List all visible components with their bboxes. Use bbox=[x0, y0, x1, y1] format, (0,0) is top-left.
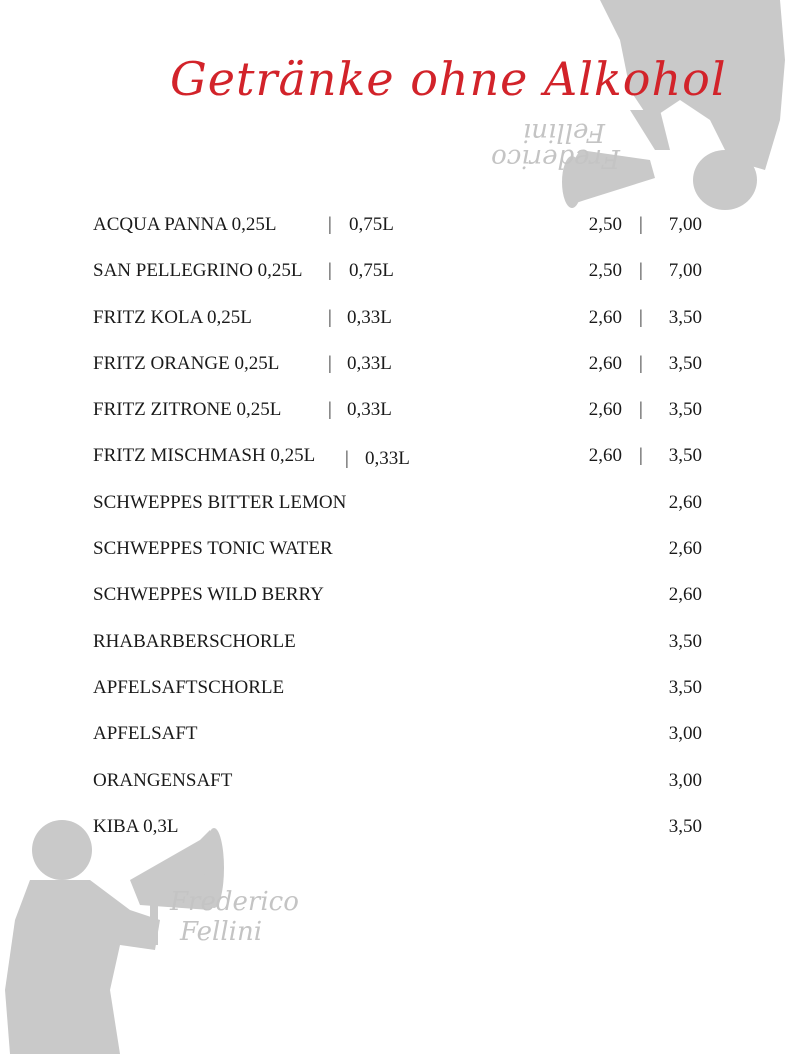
item-price1: 2,60 bbox=[588, 445, 622, 466]
item-price2: 3,50 bbox=[668, 307, 702, 328]
price-separator: | bbox=[639, 307, 643, 328]
list-item bbox=[0, 673, 793, 703]
item-price: 3,50 bbox=[668, 816, 702, 837]
list-item bbox=[0, 349, 793, 379]
item-size2: 0,75L bbox=[349, 214, 394, 235]
item-size2: 0,75L bbox=[349, 260, 394, 281]
item-name: ACQUA PANNA 0,25L bbox=[93, 214, 277, 235]
price-separator: | bbox=[639, 214, 643, 235]
price-separator: | bbox=[639, 399, 643, 420]
list-item bbox=[0, 210, 793, 240]
item-name: SCHWEPPES TONIC WATER bbox=[93, 538, 333, 559]
list-item bbox=[0, 441, 793, 471]
price-separator: | bbox=[639, 260, 643, 281]
price-separator: | bbox=[639, 445, 643, 466]
item-price: 3,50 bbox=[668, 677, 702, 698]
item-price: 3,00 bbox=[668, 770, 702, 791]
item-name: APFELSAFT bbox=[93, 723, 198, 744]
list-item bbox=[0, 812, 793, 842]
size-separator: | bbox=[328, 353, 332, 374]
item-price2: 7,00 bbox=[668, 214, 702, 235]
item-size2: 0,33L bbox=[347, 399, 392, 420]
item-price2: 3,50 bbox=[668, 445, 702, 466]
list-item bbox=[0, 488, 793, 518]
item-name: KIBA 0,3L bbox=[93, 816, 179, 837]
watermark-top-line2: Fellini bbox=[522, 117, 605, 147]
item-name: RHABARBERSCHORLE bbox=[93, 631, 296, 652]
item-name: SAN PELLEGRINO 0,25L bbox=[93, 260, 303, 281]
watermark-bottom-line2: Fellini bbox=[180, 917, 263, 947]
item-price2: 3,50 bbox=[668, 353, 702, 374]
list-item bbox=[0, 395, 793, 425]
item-name: FRITZ KOLA 0,25L bbox=[93, 307, 252, 328]
list-item bbox=[0, 766, 793, 796]
item-price1: 2,50 bbox=[588, 260, 622, 281]
item-price2: 3,50 bbox=[668, 399, 702, 420]
item-price: 2,60 bbox=[668, 538, 702, 559]
item-price: 3,50 bbox=[668, 631, 702, 652]
item-name: FRITZ ZITRONE 0,25L bbox=[93, 399, 282, 420]
menu-title-block bbox=[150, 40, 727, 130]
item-price1: 2,60 bbox=[588, 307, 622, 328]
list-item bbox=[0, 534, 793, 564]
item-name: SCHWEPPES BITTER LEMON bbox=[93, 492, 347, 513]
size-separator: | bbox=[328, 399, 332, 420]
size-separator: | bbox=[328, 307, 332, 328]
item-name: ORANGENSAFT bbox=[93, 770, 233, 791]
list-item bbox=[0, 719, 793, 749]
item-price1: 2,60 bbox=[588, 353, 622, 374]
item-price: 3,00 bbox=[668, 723, 702, 744]
menu-title: Getränke ohne Alkohol bbox=[170, 52, 727, 106]
size-separator: | bbox=[328, 260, 332, 281]
list-item bbox=[0, 580, 793, 610]
item-size2: 0,33L bbox=[347, 353, 392, 374]
item-size2: 0,33L bbox=[365, 448, 410, 469]
item-size2: 0,33L bbox=[347, 307, 392, 328]
item-name: SCHWEPPES WILD BERRY bbox=[93, 584, 324, 605]
item-price1: 2,60 bbox=[588, 399, 622, 420]
list-item bbox=[0, 303, 793, 333]
size-separator: | bbox=[328, 214, 332, 235]
item-price1: 2,50 bbox=[588, 214, 622, 235]
item-price: 2,60 bbox=[668, 584, 702, 605]
list-item bbox=[0, 256, 793, 286]
item-price2: 7,00 bbox=[668, 260, 702, 281]
item-price: 2,60 bbox=[668, 492, 702, 513]
size-separator: | bbox=[345, 448, 349, 469]
item-name: FRITZ MISCHMASH 0,25L bbox=[93, 445, 316, 466]
list-item bbox=[0, 627, 793, 657]
watermark-bottom-line1: Frederico bbox=[170, 887, 299, 917]
item-name: FRITZ ORANGE 0,25L bbox=[93, 353, 280, 374]
fellini-figure-bottom-illustration bbox=[0, 810, 330, 1054]
watermark-top-line1: Frederico bbox=[491, 143, 620, 173]
price-separator: | bbox=[639, 353, 643, 374]
item-name: APFELSAFTSCHORLE bbox=[93, 677, 285, 698]
